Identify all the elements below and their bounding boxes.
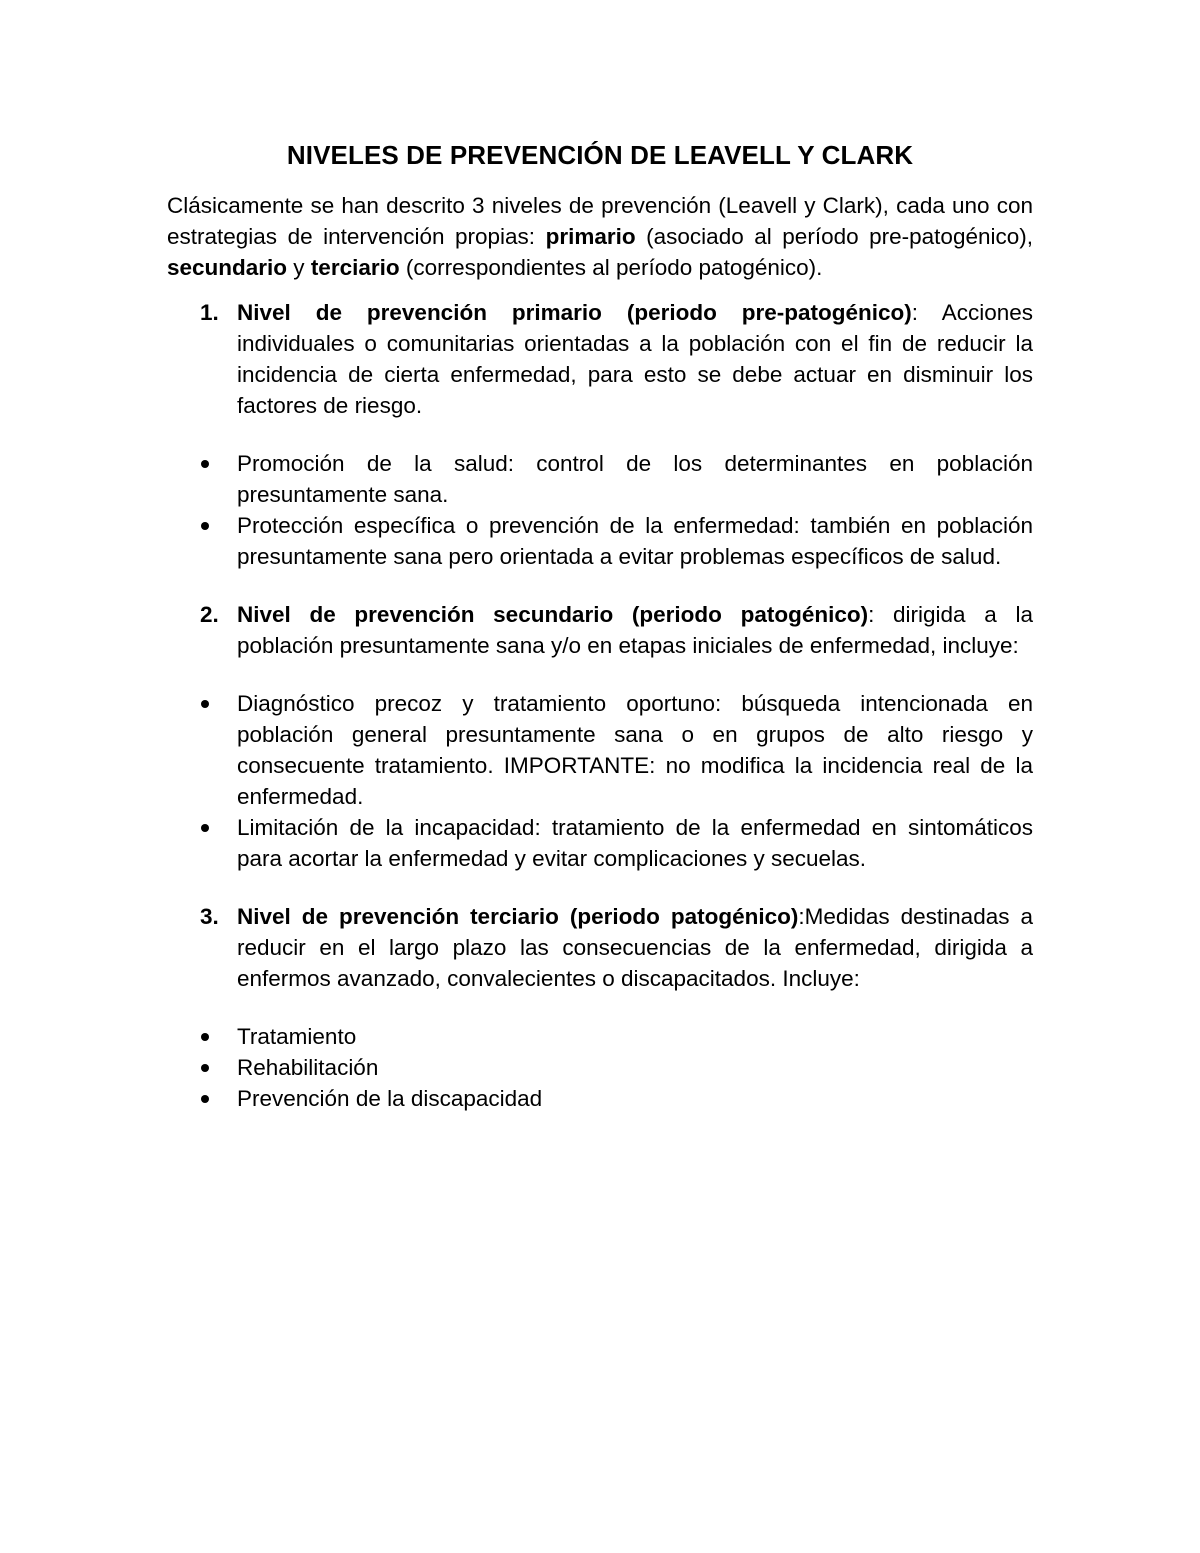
level-1-bullet-list bbox=[167, 448, 1033, 572]
intro-text-1: Clásicamente se han descrito 3 niveles de prevención (Leavell y Clark), cada uno con estrategias de intervención propias: bbox=[167, 193, 1033, 249]
list-item bbox=[167, 510, 1033, 572]
level-2-item bbox=[167, 599, 1033, 661]
level-3-item bbox=[167, 901, 1033, 994]
level-2-section bbox=[167, 599, 1033, 874]
bullet-icon bbox=[201, 1095, 209, 1103]
level-2-heading: Nivel de prevención secundario (periodo patogénico) bbox=[237, 602, 869, 627]
level-1-item bbox=[167, 297, 1033, 421]
level-1-body: : Acciones individuales o comunitarias orientadas a la población con el fin de reducir la incidencia de cierta enfermedad, para esto se debe actuar en disminuir los factores de riesgo. bbox=[237, 300, 1034, 418]
intro-text-2: (asociado al período pre-patogénico), bbox=[635, 224, 1033, 249]
list-item bbox=[167, 812, 1033, 874]
intro-bold-primario: primario bbox=[545, 224, 636, 249]
bullet-text: Limitación de la incapacidad: tratamiento de la enfermedad en sintomáticos para acortar la enfermedad y evitar complicaciones y secuelas. bbox=[237, 815, 1033, 871]
document-title: NIVELES DE PREVENCIÓN DE LEAVELL Y CLARK bbox=[286, 140, 914, 170]
level-2-body: : dirigida a la población presuntamente sana y/o en etapas iniciales de enfermedad, incluye: bbox=[237, 602, 1033, 658]
bullet-icon bbox=[201, 1033, 209, 1041]
intro-bold-terciario: terciario bbox=[310, 255, 400, 280]
level-3-bullet-list bbox=[167, 1021, 1033, 1114]
bullet-icon bbox=[201, 1064, 209, 1072]
level-2-number: 2. bbox=[200, 602, 219, 627]
level-3-number: 3. bbox=[200, 904, 219, 929]
bullet-text: Rehabilitación bbox=[237, 1055, 379, 1080]
list-item bbox=[167, 1052, 1033, 1083]
intro-text-3: y bbox=[287, 255, 311, 280]
level-1-heading: Nivel de prevención primario (periodo pre-patogénico) bbox=[237, 300, 912, 325]
level-3-heading: Nivel de prevención terciario (periodo patogénico) bbox=[237, 904, 799, 929]
bullet-icon bbox=[201, 700, 209, 708]
bullet-text: Protección específica o prevención de la enfermedad: también en población presuntamente sana pero orientada a evitar problemas específicos de salud. bbox=[237, 513, 1033, 569]
list-item bbox=[167, 1021, 1033, 1052]
document-page bbox=[167, 138, 1033, 1114]
bullet-icon bbox=[201, 522, 209, 530]
intro-text-4: (correspondientes al período patogénico). bbox=[399, 255, 823, 280]
bullet-icon bbox=[201, 460, 209, 468]
bullet-text: Prevención de la discapacidad bbox=[237, 1086, 543, 1111]
level-3-body: :Medidas destinadas a reducir en el largo plazo las consecuencias de la enfermedad, dirigida a enfermos avanzado, convalecientes o discapacitados. Incluye: bbox=[237, 904, 1033, 991]
level-1-section bbox=[167, 297, 1033, 572]
list-item bbox=[167, 688, 1033, 812]
bullet-text: Tratamiento bbox=[237, 1024, 357, 1049]
bullet-text: Diagnóstico precoz y tratamiento oportuno: búsqueda intencionada en población general presuntamente sana o en grupos de alto riesgo y consecuente tratamiento. IMPORTANTE: no modifica la incidencia real de la enfermedad. bbox=[237, 691, 1033, 809]
bullet-icon bbox=[201, 824, 209, 832]
level-2-bullet-list bbox=[167, 688, 1033, 874]
level-1-number: 1. bbox=[200, 300, 219, 325]
list-item bbox=[167, 448, 1033, 510]
level-3-section bbox=[167, 901, 1033, 1114]
intro-bold-secundario: secundario bbox=[167, 255, 288, 280]
intro-paragraph bbox=[167, 190, 1033, 283]
bullet-text: Promoción de la salud: control de los determinantes en población presuntamente sana. bbox=[237, 451, 1033, 507]
list-item bbox=[167, 1083, 1033, 1114]
